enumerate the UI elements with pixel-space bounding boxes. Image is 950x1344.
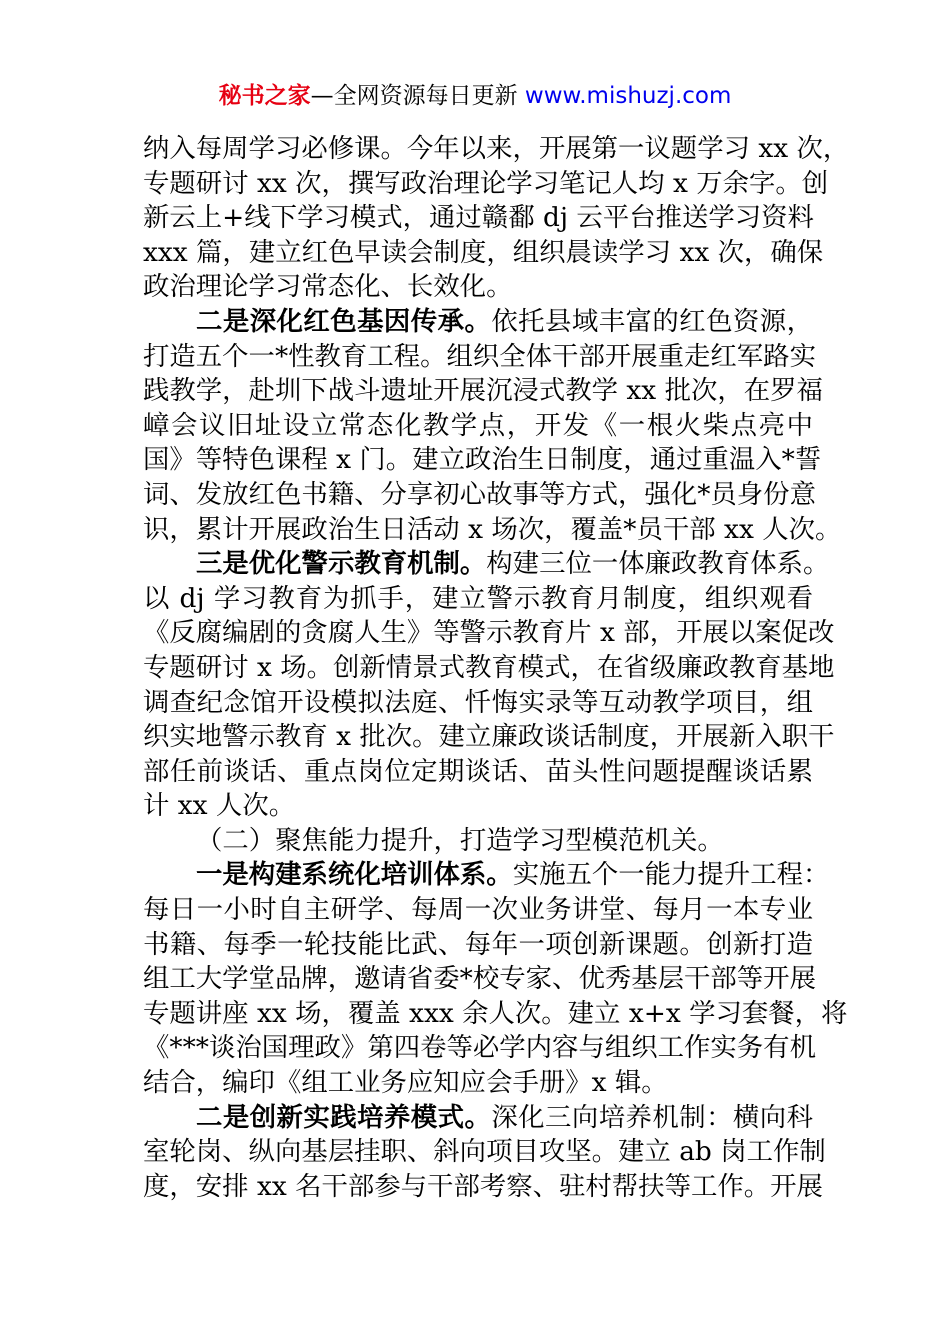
- text-line: 新云上+线下学习模式，通过赣鄱 dj 云平台推送学习资料: [143, 202, 814, 234]
- text-line: 部任前谈话、重点岗位定期谈话、苗头性问题提醒谈话累: [143, 755, 813, 787]
- text-line: 书籍、每季一轮技能比武、每年一项创新课题。创新打造: [143, 928, 813, 960]
- text-line: 专题研讨 xx 次，撰写政治理论学习笔记人均 x 万余字。创: [143, 167, 829, 199]
- paragraph-first-line: 一是构建系统化培训体系。实施五个一能力提升工程：: [196, 859, 830, 891]
- text-line: 词、发放红色书籍、分享初心故事等方式，强化*员身份意: [143, 478, 816, 510]
- text-line: 践教学，赴圳下战斗遗址开展沉浸式教学 xx 批次，在罗福: [143, 375, 823, 407]
- text-line: 结合，编印《组工业务应知应会手册》x 辑。: [143, 1067, 668, 1099]
- text-line: 组工大学堂品牌，邀请省委*校专家、优秀基层干部等开展: [143, 963, 816, 995]
- text-line: 以 dj 学习教育为抓手，建立警示教育月制度，组织观看: [143, 582, 813, 614]
- text-line: 政治理论学习常态化、长效化。: [143, 271, 513, 303]
- text-line: 专题研讨 x 场。创新情景式教育模式，在省级廉政教育基地: [143, 651, 835, 683]
- text-line: 计 xx 人次。: [143, 790, 296, 822]
- text-line: 打造五个一*性教育工程。组织全体干部开展重走红军路实: [143, 340, 816, 372]
- document-body: [143, 132, 850, 1204]
- text-line: 纳入每周学习必修课。今年以来，开展第一议题学习 xx 次，: [143, 133, 850, 164]
- text-line: 调查纪念馆开设模拟法庭、忏悔实录等互动教学项目，组: [143, 686, 813, 718]
- text-line: 度，安排 xx 名干部参与干部考察、驻村帮扶等工作。开展: [143, 1170, 823, 1202]
- text-line: 《反腐编剧的贪腐人生》等警示教育片 x 部，开展以案促改: [143, 617, 835, 649]
- text-line: 《***谈治国理政》第四卷等必学内容与组织工作实务有机: [143, 1032, 816, 1064]
- text-line: 国》等特色课程 x 门。建立政治生日制度，通过重温入*誓: [143, 444, 822, 476]
- section-heading: （二）聚焦能力提升，打造学习型模范机关。: [196, 824, 724, 856]
- text-line: 室轮岗、纵向基层挂职、斜向项目攻坚。建立 ab 岗工作制: [143, 1136, 826, 1168]
- text-line: 识，累计开展政治生日活动 x 场次，覆盖*员干部 xx 人次。: [143, 513, 842, 545]
- page-header: [0, 80, 950, 112]
- paragraph-first-line: 二是深化红色基因传承。依托县域丰富的红色资源，: [196, 305, 814, 337]
- paragraph-heading: 二是深化红色基因传承。: [196, 305, 492, 337]
- text-line: 每日一小时自主研学、每周一次业务讲堂、每月一本专业: [143, 894, 813, 926]
- text-line: 专题讲座 xx 场，覆盖 xxx 余人次。建立 x+x 学习套餐，将: [143, 997, 848, 1029]
- text-line: 织实地警示教育 x 批次。建立廉政谈话制度，开展新入职干: [143, 721, 835, 753]
- brand-name: 秘书之家: [218, 83, 311, 109]
- paragraph-heading: 二是创新实践培养模式。: [196, 1101, 492, 1133]
- site-url-link[interactable]: www.mishuzj.com: [524, 83, 732, 109]
- header-tagline: —全网资源每日更新: [310, 83, 518, 109]
- paragraph-first-line: 三是优化警示教育机制。构建三位一体廉政教育体系。: [196, 548, 830, 580]
- paragraph-heading: 一是构建系统化培训体系。: [196, 859, 513, 891]
- paragraph-first-line: 二是创新实践培养模式。深化三向培养机制：横向科: [196, 1101, 814, 1133]
- paragraph-heading: 三是优化警示教育机制。: [196, 548, 487, 580]
- text-line: xxx 篇，建立红色早读会制度，组织晨读学习 xx 次，确保: [143, 236, 824, 268]
- text-line: 嶂会议旧址设立常态化教学点，开发《一根火柴点亮中: [143, 409, 813, 441]
